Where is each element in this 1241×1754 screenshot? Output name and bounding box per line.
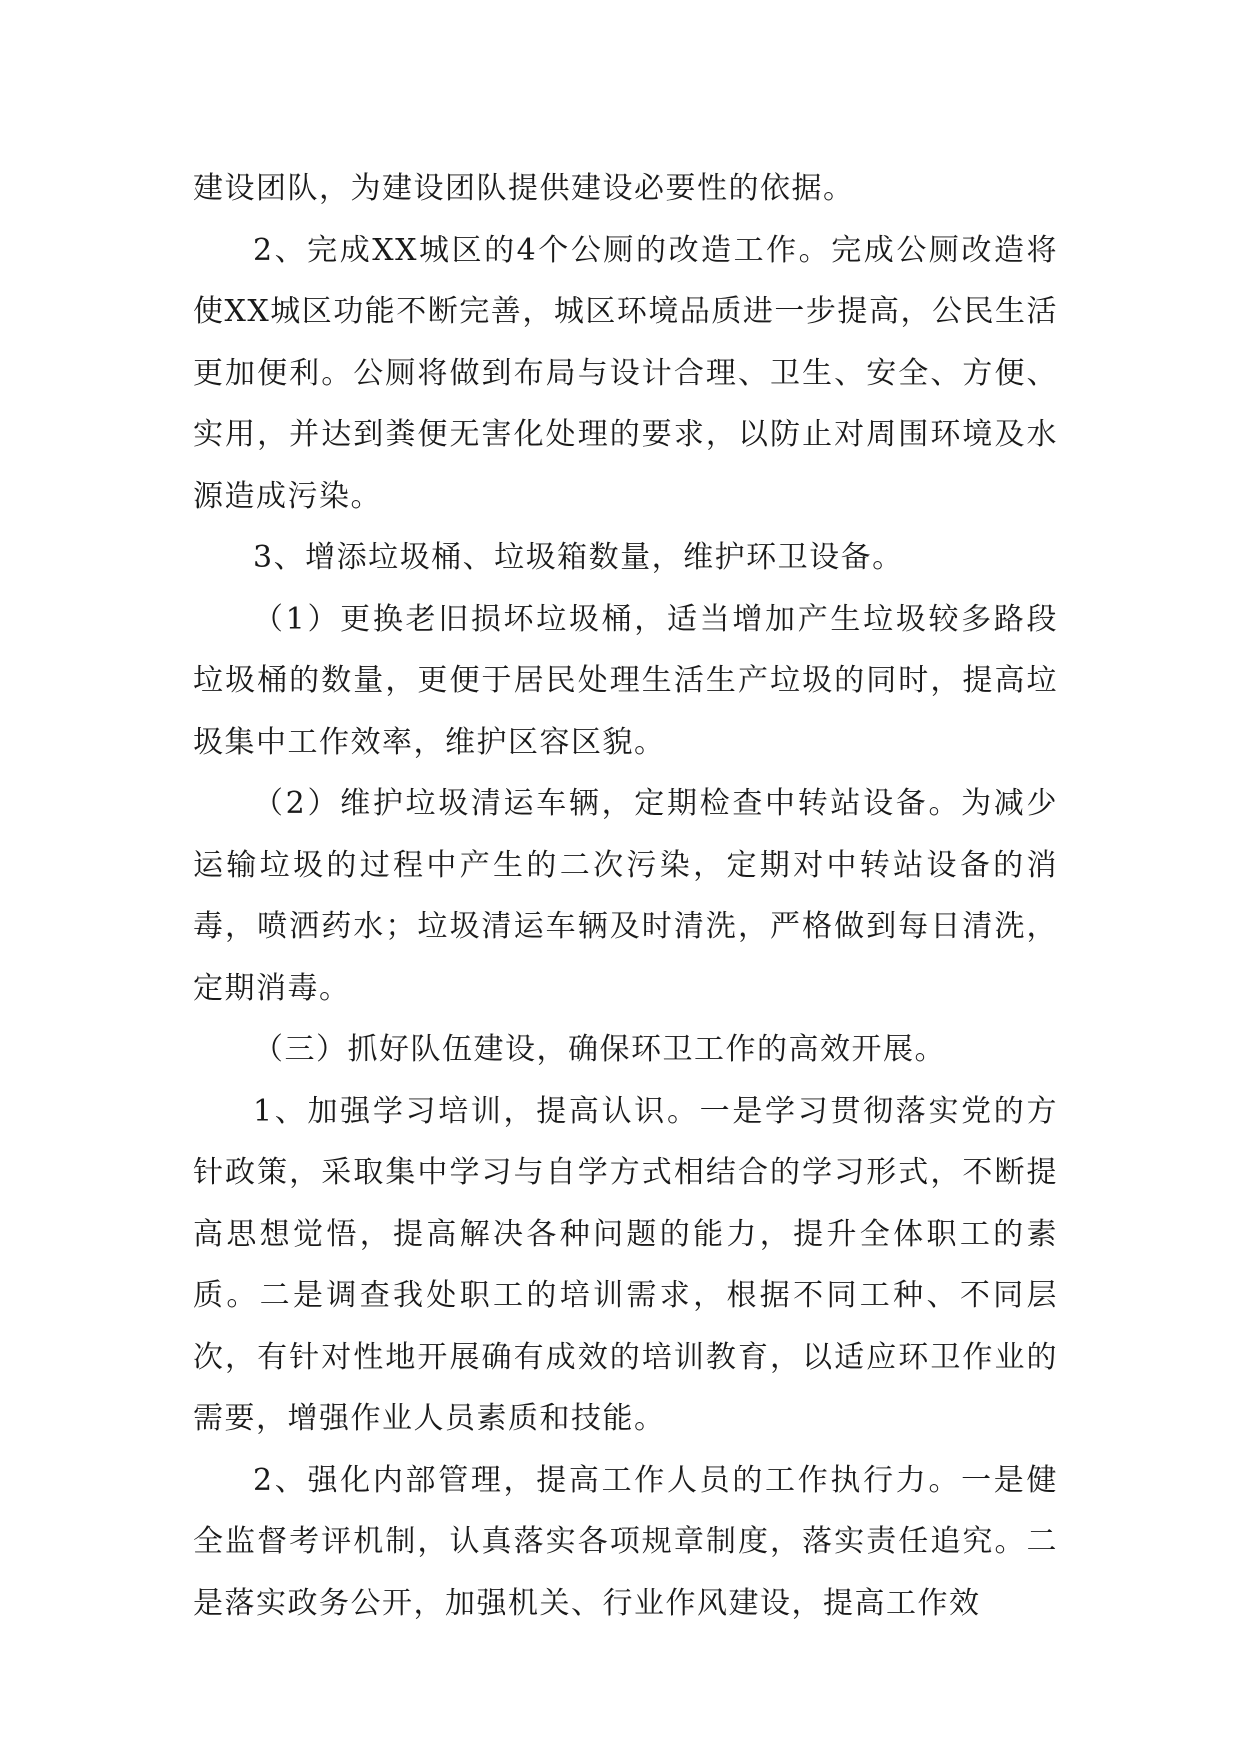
paragraph-bins-heading: 3、增添垃圾桶、垃圾箱数量，维护环卫设备。 <box>253 540 904 575</box>
paragraph-training: 1、加强学习培训，提高认识。一是学习贯彻落实党的方针政策，采取集中学习与自学方式相结合的学习形式，不断提高思想觉悟，提高解决各种问题的能力，提升全体职工的素质。二是调查我处职工的培训需求，根据不同工种、不同层次，有针对性地开展确有成效的培训教育，以适应环卫作业的需要，增强作业人员素质和技能。 <box>193 1093 1058 1436</box>
paragraph-toilet-renovation: 2、完成XX城区的4个公厕的改造工作。完成公厕改造将使XX城区功能不断完善，城区环境品质进一步提高，公民生活更加便利。公厕将做到布局与设计合理、卫生、安全、方便、实用，并达到粪便无害化处理的要求，以防止对周围环境及水源造成污染。 <box>193 232 1058 514</box>
section-heading-team-building: （三）抓好队伍建设，确保环卫工作的高效开展。 <box>253 1032 946 1067</box>
paragraph-replace-bins: （1）更换老旧损坏垃圾桶，适当增加产生垃圾较多路段垃圾桶的数量，更便于居民处理生活生产垃圾的同时，提高垃圾集中工作效率，维护区容区貌。 <box>193 601 1058 760</box>
paragraph-maintain-vehicles: （2）维护垃圾清运车辆，定期检查中转站设备。为减少运输垃圾的过程中产生的二次污染，定期对中转站设备的消毒，喷洒药水；垃圾清运车辆及时清洗，严格做到每日清洗，定期消毒。 <box>193 786 1058 1006</box>
document-body <box>193 158 1058 1634</box>
paragraph-internal-management: 2、强化内部管理，提高工作人员的工作执行力。一是健全监督考评机制，认真落实各项规章制度，落实责任追究。二是落实政务公开，加强机关、行业作风建设，提高工作效 <box>193 1462 1058 1621</box>
paragraph-continuation: 建设团队，为建设团队提供建设必要性的依据。 <box>193 171 855 206</box>
